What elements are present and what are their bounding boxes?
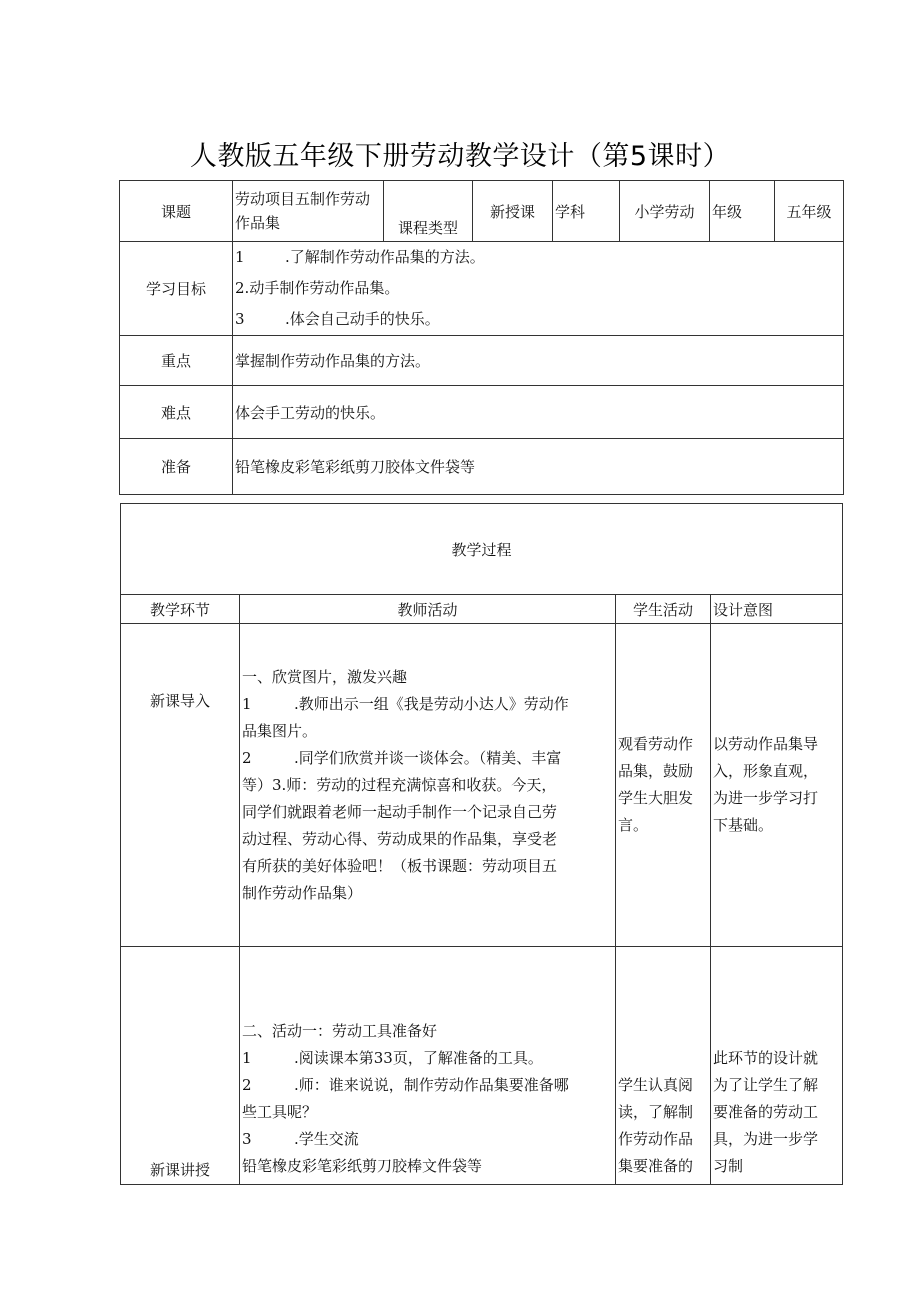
design-intent-cell	[711, 947, 843, 1185]
objective-item: 2.动手制作劳动作品集。	[235, 279, 400, 297]
objectives-list	[233, 242, 844, 336]
teacher-line: 同学们就跟着老师一起动手制作一个记录自己劳	[242, 802, 558, 821]
design-line: 具，为进一步学	[713, 1130, 819, 1148]
column-header: 设计意图	[711, 595, 843, 624]
design-line: 要准备的劳动工	[713, 1103, 819, 1121]
design-line: 以劳动作品集导	[713, 735, 819, 753]
column-header: 教师活动	[240, 595, 616, 624]
teacher-title: 二、活动一：劳动工具准备好	[242, 1022, 438, 1040]
design-line: 入，形象直观，	[713, 762, 819, 780]
teacher-line: 些工具呢？	[242, 1103, 318, 1121]
teacher-activity-cell	[240, 624, 616, 947]
student-line: 作劳动作品	[618, 1130, 694, 1148]
student-line: 品集，鼓励	[618, 762, 694, 780]
topic-label: 课题	[120, 181, 233, 242]
prep-value: 铅笔橡皮彩笔彩纸剪刀胶体文件袋等	[233, 439, 844, 495]
stage-cell: 新课讲授	[121, 947, 240, 1185]
table-row	[121, 624, 843, 947]
design-line: 此环节的设计就	[713, 1049, 819, 1067]
teacher-line: 铅笔橡皮彩笔彩纸剪刀胶棒文件袋等	[242, 1157, 483, 1175]
teacher-line: 3 .学生交流	[242, 1130, 359, 1148]
course-type-label: 课程类型	[384, 181, 473, 242]
teacher-line: 2 .同学们欣赏并谈一谈体会。（精美、丰富	[242, 748, 562, 767]
teacher-line: 2 .师：谁来说说，制作劳动作品集要准备哪	[242, 1076, 569, 1094]
grade-label: 年级	[710, 181, 775, 242]
grade-value: 五年级	[775, 181, 844, 242]
objective-item: 1 .了解制作劳动作品集的方法。	[235, 248, 485, 266]
student-activity-cell	[616, 624, 711, 947]
student-line: 集要准备的	[618, 1157, 694, 1175]
key-value: 掌握制作劳动作品集的方法。	[233, 336, 844, 386]
teacher-title: 一、欣赏图片，激发兴趣	[242, 667, 408, 686]
teacher-line: 等）3.师：劳动的过程充满惊喜和收获。今天，	[242, 775, 557, 794]
topic-value: 劳动项目五制作劳动作品集	[233, 181, 384, 242]
page-title: 人教版五年级下册劳动教学设计（第5课时）	[189, 141, 731, 172]
teacher-line: 品集图片。	[242, 721, 318, 740]
difficulty-label: 难点	[120, 386, 233, 439]
objectives-label: 学习目标	[120, 242, 233, 336]
design-intent-cell	[711, 624, 843, 947]
design-line: 习制	[713, 1157, 744, 1175]
student-line: 言。	[618, 816, 649, 834]
info-table	[119, 180, 844, 495]
subject-label: 学科	[553, 181, 620, 242]
teacher-line: 制作劳动作品集）	[242, 883, 363, 902]
design-line: 下基础。	[713, 816, 774, 834]
column-header: 教学环节	[121, 595, 240, 624]
student-line: 读，了解制	[618, 1103, 694, 1121]
process-heading: 教学过程	[121, 504, 843, 595]
prep-label: 准备	[120, 439, 233, 495]
stage-cell: 新课导入	[121, 624, 240, 947]
design-line: 为了让学生了解	[713, 1076, 819, 1094]
objective-item: 3 .体会自己动手的快乐。	[235, 310, 440, 328]
design-line: 为进一步学习打	[713, 789, 819, 807]
student-line: 学生认真阅	[618, 1076, 694, 1094]
student-line: 学生大胆发	[618, 789, 694, 807]
difficulty-value: 体会手工劳动的快乐。	[233, 386, 844, 439]
table-row	[121, 947, 843, 1185]
teacher-line: 有所获的美好体验吧！（板书课题：劳动项目五	[242, 856, 558, 875]
teacher-activity-cell	[240, 947, 616, 1185]
column-header: 学生活动	[616, 595, 711, 624]
student-activity-cell	[616, 947, 711, 1185]
teacher-line: 动过程、劳动心得、劳动成果的作品集，享受老	[242, 829, 558, 848]
process-table	[120, 503, 843, 1185]
teacher-line: 1 .阅读课本第33页，了解准备的工具。	[242, 1049, 543, 1067]
teacher-line: 1 .教师出示一组《我是劳动小达人》劳动作	[242, 694, 569, 713]
student-line: 观看劳动作	[618, 735, 694, 753]
key-label: 重点	[120, 336, 233, 386]
subject-value: 小学劳动	[620, 181, 710, 242]
course-type-value: 新授课	[473, 181, 553, 242]
